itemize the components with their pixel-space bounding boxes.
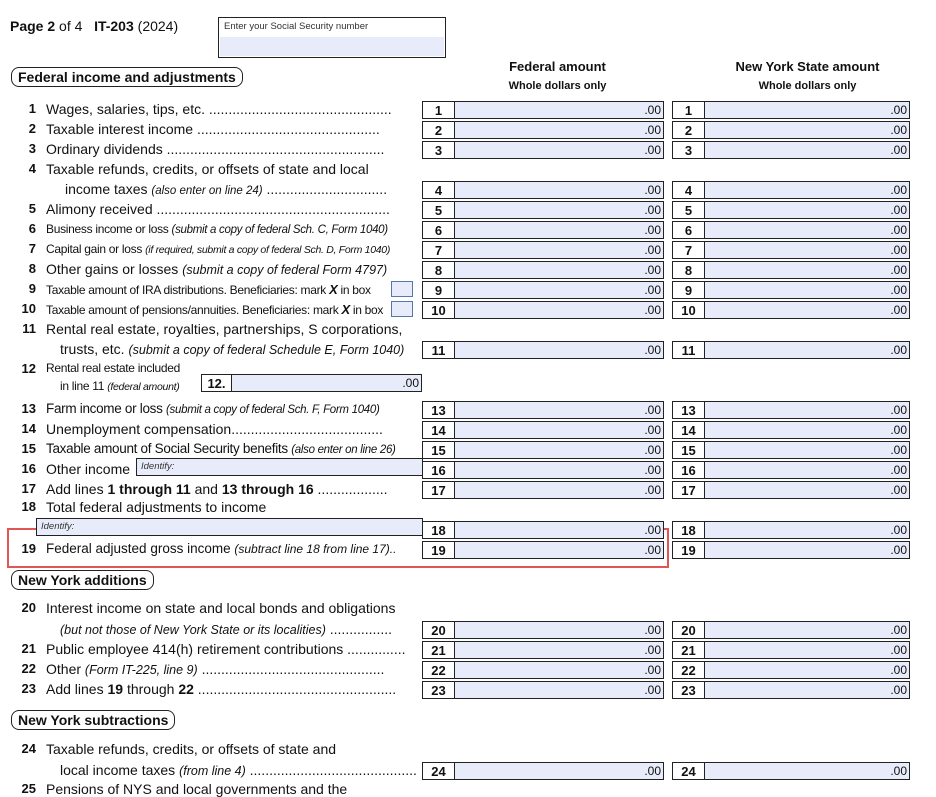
federal-column-subheader: Whole dollars only	[508, 80, 607, 92]
line-box-number: 17	[672, 481, 704, 499]
line-label: Rental real estate, royalties, partnerships, S corporations,	[46, 321, 403, 337]
line-box-number: 24	[672, 762, 704, 780]
line-box-number: 18	[422, 521, 454, 539]
nys-amount-field-line-16[interactable]: .00	[704, 461, 910, 479]
federal-amount-field-line-2[interactable]: .00	[454, 121, 664, 139]
nys-amount-field-line-19[interactable]: .00	[704, 541, 910, 559]
line-text-tail: in box	[352, 303, 384, 317]
line-box-number: 4	[422, 181, 454, 199]
line-box-number: 2	[422, 121, 454, 139]
line-label: Taxable refunds, credits, or offsets of state and	[46, 741, 337, 757]
line-box-number: 9	[672, 281, 704, 299]
line-number: 10	[21, 301, 36, 316]
nys-amount-field-line-2[interactable]: .00	[704, 121, 910, 139]
line-label: Unemployment compensation.......................................	[46, 421, 383, 437]
line-label: Taxable interest income ...............................................	[46, 121, 380, 137]
line-box-number: 11	[672, 341, 704, 359]
nys-amount-field-line-8[interactable]: .00	[704, 261, 910, 279]
line-note: (if required, submit a copy of federal Sch. D, Form 1040)	[145, 244, 391, 256]
line-note: (Form IT-225, line 9)	[84, 663, 198, 677]
adjustments-identify-field[interactable]: Identify:	[36, 518, 423, 536]
line-number: 15	[21, 441, 36, 456]
line-box-number: 3	[422, 141, 454, 159]
line-label: Ordinary dividends ........................................................	[46, 141, 385, 157]
line-text: Taxable amount of pensions/annuities. Beneficiaries: mark	[46, 303, 339, 317]
line-text: trusts, etc.	[60, 341, 125, 357]
section-federal-income: Federal income and adjustments	[11, 67, 243, 87]
page-number: Page 2	[10, 18, 56, 34]
federal-amount-field-line-17[interactable]: .00	[454, 481, 664, 499]
line-box-number: 14	[422, 421, 454, 439]
line-note: (federal amount)	[107, 381, 180, 393]
line-label: Rental real estate included	[46, 361, 180, 375]
line-number: 22	[21, 661, 36, 676]
line-box-number: 22	[422, 661, 454, 679]
nys-amount-field-line-15[interactable]: .00	[704, 441, 910, 459]
nys-amount-field-line-5[interactable]: .00	[704, 201, 910, 219]
federal-amount-field-line-19[interactable]: .00	[454, 541, 664, 559]
line-box-number: 6	[422, 221, 454, 239]
line-box-number: 23	[422, 681, 454, 699]
line-box-number: 17	[422, 481, 454, 499]
line-label	[46, 242, 418, 256]
nys-amount-field-line-23[interactable]: .00	[704, 681, 910, 699]
line-label: Taxable refunds, credits, or offsets of state and local	[46, 161, 369, 177]
nys-amount-field-line-3[interactable]: .00	[704, 141, 910, 159]
section-ny-additions: New York additions	[11, 570, 154, 590]
line-label	[46, 681, 416, 697]
line-number: 1	[28, 101, 36, 116]
nys-amount-field-line-11[interactable]: .00	[704, 341, 910, 359]
federal-amount-field-line-18[interactable]: .00	[454, 521, 664, 539]
nys-column-header: New York State amount	[735, 59, 880, 74]
line-number: 14	[21, 421, 36, 436]
line-note: (submit a copy of federal Sch. F, Form 1040)	[166, 404, 380, 416]
line-number: 13	[21, 401, 36, 416]
line-text: Add lines	[46, 481, 104, 497]
line-box-number: 23	[672, 681, 704, 699]
line-box-number: 2	[672, 121, 704, 139]
line-text-tail: in box	[340, 283, 371, 297]
line-box-number: 21	[422, 641, 454, 659]
line-label	[46, 541, 420, 556]
line-label: Alimony received ............................................................	[46, 201, 390, 217]
leader-dots: ................	[325, 621, 392, 637]
line-text: Federal adjusted gross income	[46, 541, 231, 556]
line-number: 12	[21, 361, 36, 376]
line-number: 4	[28, 161, 36, 176]
federal-amount-field-line-5[interactable]: .00	[454, 201, 664, 219]
line-label	[46, 222, 418, 236]
line-text: Other	[46, 661, 82, 677]
line-box-number: 16	[672, 461, 704, 479]
line-note: (submit a copy of federal Form 4797)	[182, 263, 388, 277]
line-note: (submit a copy of federal Sch. C, Form 1040)	[171, 224, 388, 236]
line-text: in line 11	[60, 379, 105, 393]
line-label	[46, 441, 420, 456]
line-number: 16	[21, 461, 36, 476]
line-label-continued	[60, 341, 420, 357]
leader-dots: ...........................................	[245, 762, 417, 778]
line-label	[46, 481, 418, 497]
nys-amount-field-line-9[interactable]: .00	[704, 281, 910, 299]
line-box-number: 10	[422, 301, 454, 319]
form-number: IT-203	[94, 18, 134, 34]
line-note: (but not those of New York State or its localities)	[60, 623, 326, 637]
line-box-number: 14	[672, 421, 704, 439]
nys-amount-field-line-20[interactable]: .00	[704, 621, 910, 639]
line-box-number: 22	[672, 661, 704, 679]
leader-dots: ..................	[313, 481, 388, 497]
nys-amount-field-line-14[interactable]: .00	[704, 421, 910, 439]
nys-amount-field-line-22[interactable]: .00	[704, 661, 910, 679]
line-number: 8	[28, 261, 36, 276]
ssn-input[interactable]	[220, 37, 444, 56]
line-label: Interest income on state and local bonds and obligations	[46, 600, 396, 616]
line-text: Add lines	[46, 681, 104, 697]
nys-amount-field-line-6[interactable]: .00	[704, 221, 910, 239]
leader-dots: ...............................................	[197, 661, 385, 677]
line-box-number: 1	[422, 101, 454, 119]
line-number: 3	[28, 141, 36, 156]
line-text: through	[126, 681, 175, 697]
nys-amount-field-line-10[interactable]: .00	[704, 301, 910, 319]
x-mark: X	[329, 282, 338, 297]
line-label	[46, 261, 418, 277]
federal-amount-field-line-15[interactable]: .00	[454, 441, 664, 459]
federal-amount-field-line-1[interactable]: .00	[454, 101, 664, 119]
line-label-continued	[65, 181, 417, 197]
line-box-number: 15	[422, 441, 454, 459]
line-box-number: 12.	[201, 374, 231, 392]
nys-column-subheader: Whole dollars only	[758, 80, 857, 92]
line-box-number: 5	[672, 201, 704, 219]
line-ref: 19	[107, 681, 124, 697]
line-label	[46, 282, 391, 297]
federal-amount-field-line-20[interactable]: .00	[454, 621, 664, 639]
line-number: 19	[21, 541, 36, 556]
line-number: 7	[28, 241, 36, 256]
line-number: 24	[21, 741, 36, 756]
line-box-number: 3	[672, 141, 704, 159]
federal-amount-field-line-8[interactable]: .00	[454, 261, 664, 279]
line-number: 9	[28, 281, 36, 296]
federal-column-header: Federal amount	[509, 59, 606, 74]
line-label	[46, 401, 418, 416]
line-box-number: 20	[422, 621, 454, 639]
line-label	[46, 302, 391, 317]
federal-amount-field-line-9[interactable]: .00	[454, 281, 664, 299]
line-box-number: 9	[422, 281, 454, 299]
line-text: Farm income or loss	[46, 401, 163, 416]
line-box-number: 15	[672, 441, 704, 459]
beneficiary-checkbox[interactable]	[391, 281, 413, 297]
line-box-number: 8	[422, 261, 454, 279]
tax-year: (2024)	[137, 18, 179, 34]
line-box-number: 10	[672, 301, 704, 319]
federal-amount-field-line-3[interactable]: .00	[454, 141, 664, 159]
page-header	[10, 18, 178, 34]
line-text: and	[194, 481, 218, 497]
other-income-identify-field[interactable]: Identify:	[136, 458, 423, 476]
line-box-number: 16	[422, 461, 454, 479]
ssn-box	[218, 17, 446, 58]
line-box-number: 13	[672, 401, 704, 419]
line-text: Other gains or losses	[46, 261, 179, 277]
line-number: 5	[28, 201, 36, 216]
line-box-number: 1	[672, 101, 704, 119]
line-box-number: 6	[672, 221, 704, 239]
line-label-continued	[60, 762, 418, 778]
line-ref: 1 through 11	[107, 481, 191, 497]
line-label: Total federal adjustments to income	[46, 499, 267, 515]
line-box-number: 19	[672, 541, 704, 559]
nys-amount-field-line-18[interactable]: .00	[704, 521, 910, 539]
federal-amount-field-line-7[interactable]: .00	[454, 241, 664, 259]
line-label: Public employee 414(h) retirement contributions ...............	[46, 641, 406, 657]
nys-amount-field-line-4[interactable]: .00	[704, 181, 910, 199]
line-box-number: 19	[422, 541, 454, 559]
line-box-number: 24	[422, 762, 454, 780]
line-label	[46, 661, 416, 677]
x-mark: X	[341, 302, 350, 317]
federal-amount-field-line-16[interactable]: .00	[454, 461, 664, 479]
line-note: (also enter on line 24)	[151, 185, 263, 197]
nys-amount-field-line-21[interactable]: .00	[704, 641, 910, 659]
line-number: 2	[28, 121, 36, 136]
line-box-number: 7	[422, 241, 454, 259]
line-text: Taxable amount of Social Security benefits	[46, 441, 288, 456]
line-note: (subtract line 18 from line 17)..	[234, 542, 397, 556]
line-note: (from line 4)	[179, 764, 246, 778]
federal-amount-field-line-23[interactable]: .00	[454, 681, 664, 699]
line-note: (submit a copy of federal Schedule E, Form 1040)	[128, 343, 405, 357]
federal-amount-field-line-21[interactable]: .00	[454, 641, 664, 659]
line-label-continued	[60, 621, 418, 637]
leader-dots: ...................................................	[193, 681, 397, 697]
line-text: Business income or loss	[46, 222, 169, 236]
federal-amount-field-line-4[interactable]: .00	[454, 181, 664, 199]
line-label: Other income	[46, 461, 131, 477]
nys-amount-field-line-24[interactable]: .00	[704, 762, 910, 780]
line-12-amount-field[interactable]: .00	[231, 374, 422, 392]
page-of: of 4	[59, 18, 83, 34]
line-box-number: 13	[422, 401, 454, 419]
line-number: 18	[21, 499, 36, 514]
beneficiary-checkbox[interactable]	[391, 301, 413, 317]
line-note: (also enter on line 26)	[291, 444, 396, 456]
federal-amount-field-line-24[interactable]: .00	[454, 762, 664, 780]
federal-amount-field-line-10[interactable]: .00	[454, 301, 664, 319]
line-text: Taxable amount of IRA distributions. Beneficiaries: mark	[46, 283, 327, 297]
section-ny-subtractions: New York subtractions	[11, 710, 175, 730]
line-number: 17	[21, 481, 36, 496]
line-ref: 22	[178, 681, 194, 697]
line-text: Capital gain or loss	[46, 242, 143, 256]
federal-amount-field-line-14[interactable]: .00	[454, 421, 664, 439]
line-number: 20	[21, 600, 36, 615]
line-box-number: 4	[672, 181, 704, 199]
line-box-number: 5	[422, 201, 454, 219]
line-number: 6	[28, 221, 36, 236]
line-number: 11	[22, 321, 36, 336]
federal-amount-field-line-6[interactable]: .00	[454, 221, 664, 239]
line-box-number: 18	[672, 521, 704, 539]
line-number: 21	[21, 641, 36, 656]
line-number: 25	[21, 781, 36, 796]
line-box-number: 8	[672, 261, 704, 279]
federal-amount-field-line-13[interactable]: .00	[454, 401, 664, 419]
federal-amount-field-line-11[interactable]: .00	[454, 341, 664, 359]
line-text: local income taxes	[60, 762, 176, 778]
line-label: Wages, salaries, tips, etc. ...............................................	[46, 101, 392, 117]
line-label: Pensions of NYS and local governments and the	[46, 781, 348, 797]
line-number: 23	[21, 681, 36, 696]
line-box-number: 7	[672, 241, 704, 259]
leader-dots: ...............................	[262, 181, 388, 197]
line-box-number: 11	[422, 341, 454, 359]
federal-amount-field-line-22[interactable]: .00	[454, 661, 664, 679]
nys-amount-field-line-13[interactable]: .00	[704, 401, 910, 419]
line-text: income taxes	[65, 181, 148, 197]
line-label-continued	[60, 379, 205, 393]
nys-amount-field-line-1[interactable]: .00	[704, 101, 910, 119]
line-ref: 13 through 16	[221, 481, 314, 497]
nys-amount-field-line-7[interactable]: .00	[704, 241, 910, 259]
nys-amount-field-line-17[interactable]: .00	[704, 481, 910, 499]
ssn-label: Enter your Social Security number	[224, 21, 369, 32]
line-box-number: 20	[672, 621, 704, 639]
line-box-number: 21	[672, 641, 704, 659]
